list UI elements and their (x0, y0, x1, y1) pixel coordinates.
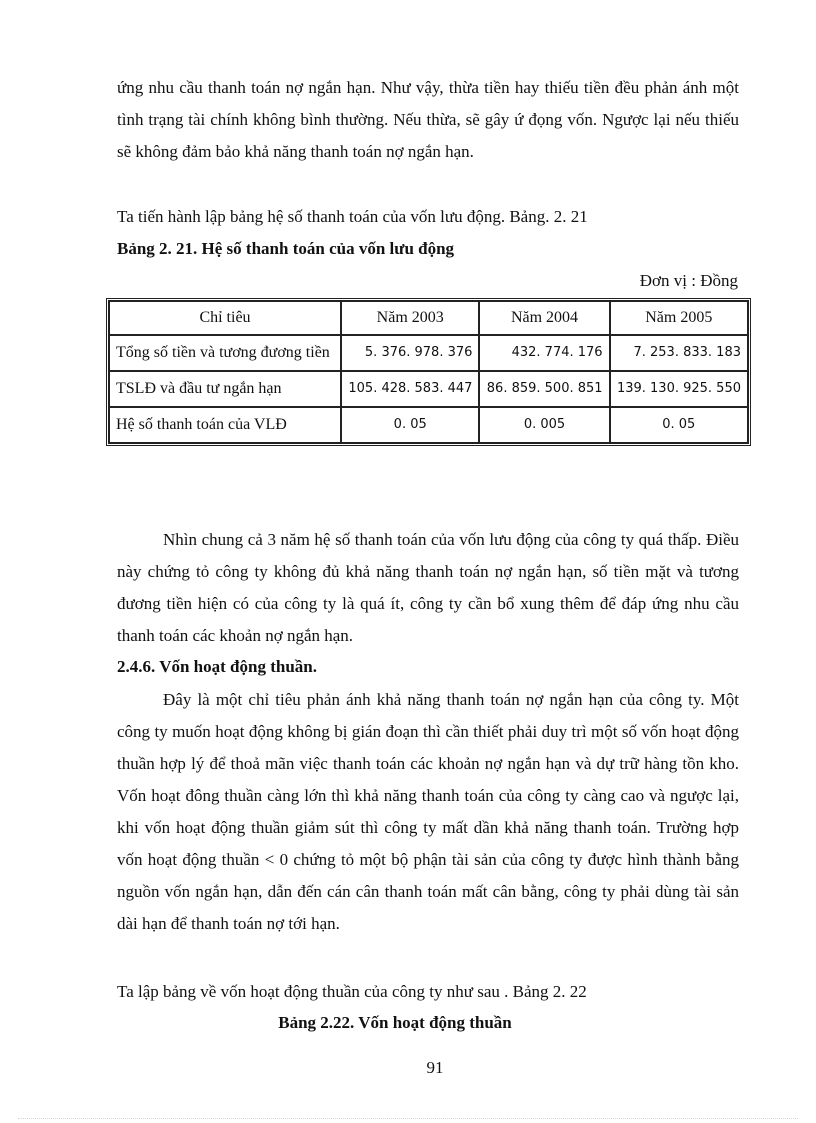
table-row (109, 407, 748, 443)
table2-caption: Bảng 2.22. Vốn hoạt động thuần (278, 1013, 512, 1032)
table-header-row (109, 301, 748, 335)
row-label: TSLĐ và đầu tư ngắn hạn (109, 371, 341, 407)
section-heading: 2.4.6. Vốn hoạt động thuần. (117, 657, 317, 676)
row-label: Hệ số thanh toán của VLĐ (109, 407, 341, 443)
cell-2004: 0. 005 (479, 407, 609, 443)
table-row (109, 335, 748, 371)
cell-2004: 86. 859. 500. 851 (479, 371, 609, 407)
paragraph-table-intro: Ta tiến hành lập bảng hệ số thanh toán của vốn lưu động. Bảng. 2. 21 (117, 207, 588, 226)
header-year-2003: Năm 2003 (341, 301, 479, 335)
page-number: 91 (426, 1058, 444, 1077)
table-row (109, 371, 748, 407)
liquidity-ratio-table (106, 298, 751, 446)
cell-2003: 0. 05 (341, 407, 479, 443)
header-year-2005: Năm 2005 (610, 301, 748, 335)
row-label: Tổng số tiền và tương đương tiền (109, 335, 341, 371)
cell-2005: 0. 05 (610, 407, 748, 443)
cell-2003: 5. 376. 978. 376 (341, 335, 479, 371)
footer-divider (18, 1118, 798, 1119)
cell-2005: 7. 253. 833. 183 (610, 335, 748, 371)
paragraph-table2-intro: Ta lập bảng về vốn hoạt động thuần của công ty như sau . Bảng 2. 22 (117, 982, 587, 1001)
cell-2003: 105. 428. 583. 447 (341, 371, 479, 407)
table1-unit: Đơn vị : Đồng (639, 271, 738, 290)
table1-caption: Bảng 2. 21. Hệ số thanh toán của vốn lưu động (117, 239, 455, 258)
header-year-2004: Năm 2004 (479, 301, 609, 335)
header-indicator: Chỉ tiêu (109, 301, 341, 335)
paragraph-conclusion: Nhìn chung cả 3 năm hệ số thanh toán của vốn lưu động của công ty quá thấp. Điều này chứng tỏ công ty không đủ khả năng thanh toán nợ ngắn hạn, số tiền mặt và tương đương tiền hiện có của công ty là quá ít, công ty cần bổ xung thêm để đáp ứng nhu cầu thanh toán các khoản nợ ngắn hạn. (117, 530, 739, 645)
cell-2005: 139. 130. 925. 550 (610, 371, 748, 407)
paragraph-working-capital: Đây là một chỉ tiêu phản ánh khả năng thanh toán nợ ngắn hạn của công ty. Một công ty muốn hoạt động không bị gián đoạn thì cần thiết phải duy trì một số vốn hoạt động thuần hợp lý để thoả mãn việc thanh toán các khoản nợ ngắn hạn và dự trữ hàng tồn kho. Vốn hoạt đông thuần càng lớn thì khả năng thanh toán của công ty càng cao và ngược lại, khi vốn hoạt động thuần giảm sút thì công ty mất dần khả năng thanh toán. Trường hợp vốn hoạt động thuần < 0 chứng tỏ một bộ phận tài sản của công ty được hình thành bằng nguồn vốn ngắn hạn, dẫn đến cán cân thanh toán mất cân bằng, công ty phải dùng tài sản dài hạn để thanh toán nợ tới hạn. (117, 690, 739, 933)
paragraph-liquidity-intro: ứng nhu cầu thanh toán nợ ngắn hạn. Như vậy, thừa tiền hay thiếu tiền đều phản ánh một tình trạng tài chính không bình thường. Nếu thừa, sẽ gây ứ đọng vốn. Ngược lại nếu thiếu sẽ không đảm bảo khả năng thanh toán nợ ngắn hạn. (117, 78, 739, 161)
cell-2004: 432. 774. 176 (479, 335, 609, 371)
